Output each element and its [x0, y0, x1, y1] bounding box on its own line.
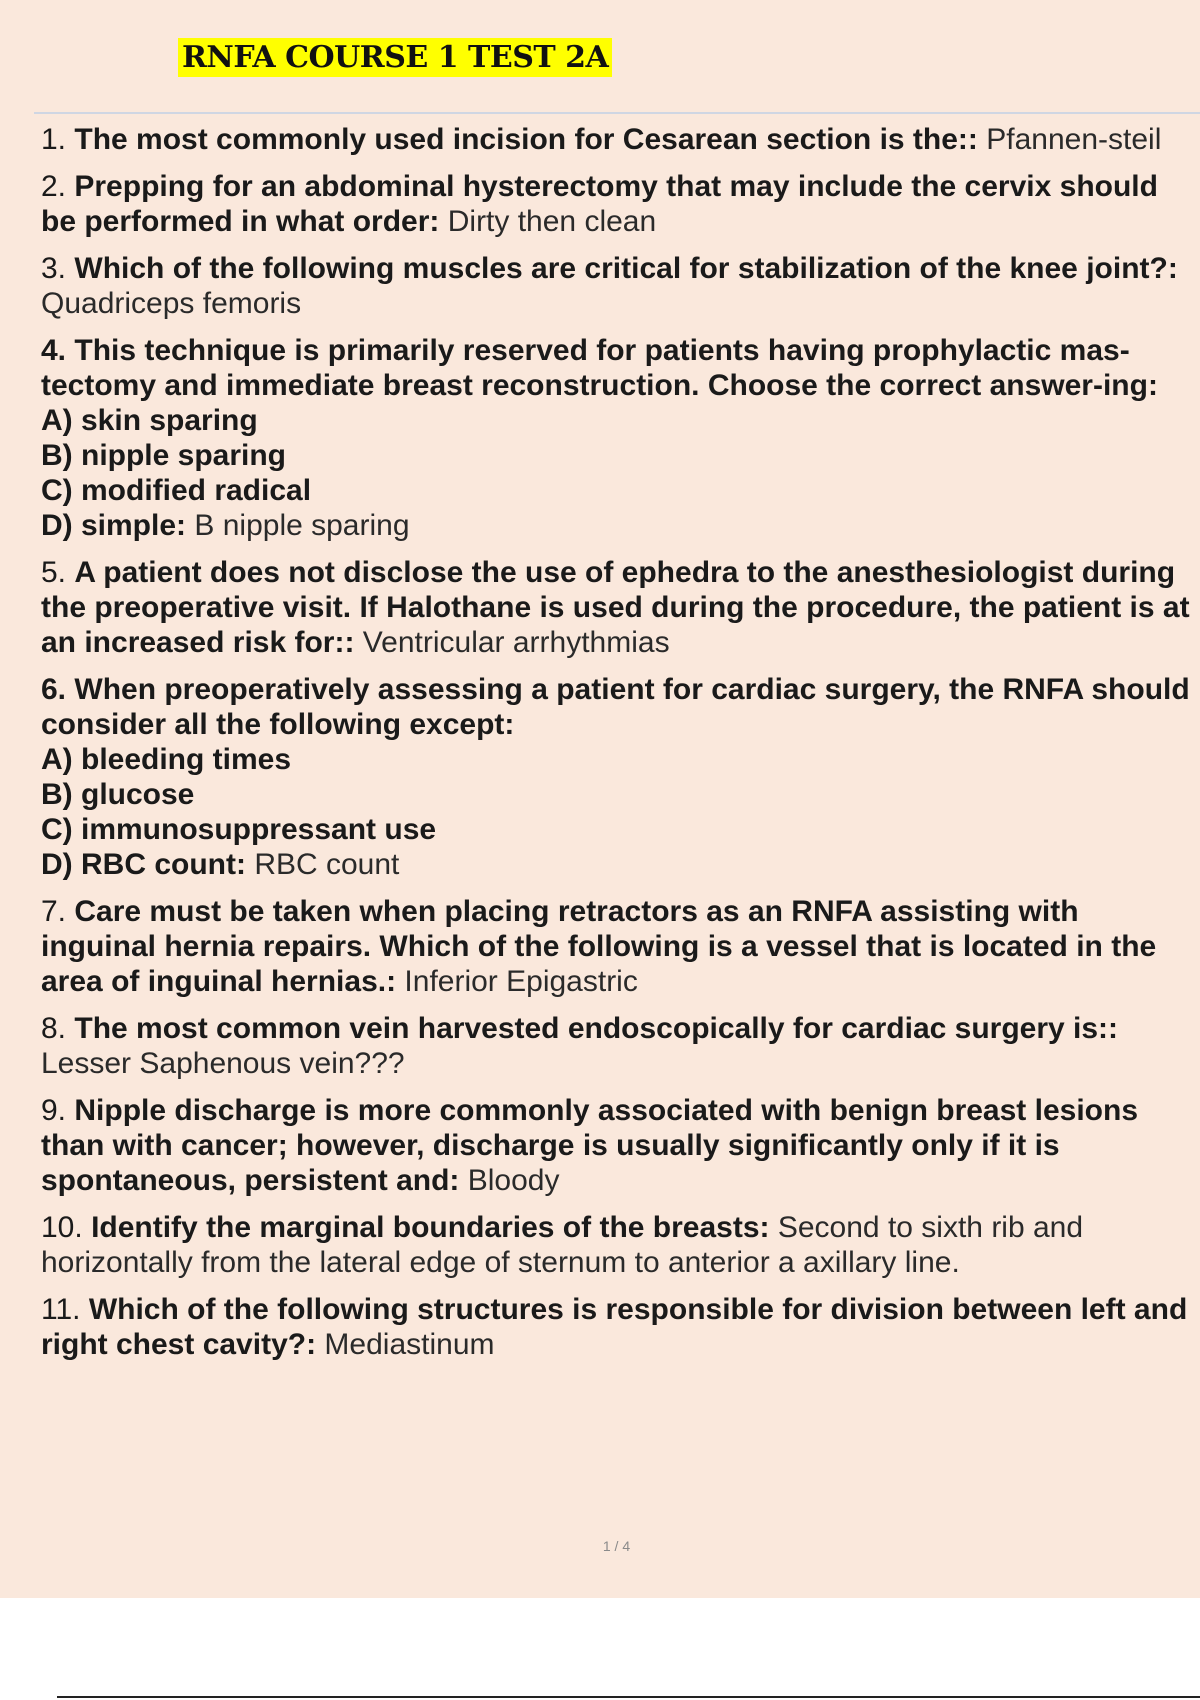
- option-c: C) immunosuppressant use: [41, 813, 437, 846]
- question-text: A patient does not disclose the use of ephedra to the anesthesiologist during the preoperative visit. If Halothane is used during the procedure, the patient is at an increased risk for::: [41, 556, 1190, 659]
- question-5: [41, 555, 1193, 660]
- option-c: C) modified radical: [41, 474, 312, 507]
- page-indicator: 1 / 4: [602, 1538, 631, 1554]
- question-number: 2.: [41, 170, 67, 203]
- question-7: [41, 894, 1193, 999]
- question-9: [41, 1093, 1193, 1198]
- question-number: 11.: [41, 1293, 81, 1326]
- question-text: The most common vein harvested endoscopically for cardiac surgery is::: [74, 1012, 1119, 1045]
- option-b: B) glucose: [41, 778, 195, 811]
- question-text: Care must be taken when placing retractors as an RNFA assisting with inguinal hernia repairs. Which of the following is a vessel that is located in the area of inguinal hernias.:: [41, 895, 1157, 998]
- question-number: 6.: [41, 673, 67, 706]
- question-number: 10.: [41, 1211, 83, 1244]
- question-10: [41, 1210, 1193, 1280]
- option-b: B) nipple sparing: [41, 439, 287, 472]
- question-answer: B nipple sparing: [194, 509, 410, 542]
- question-text: Nipple discharge is more commonly associated with benign breast lesions than with cancer; however, discharge is usually significantly only if it is spontaneous, persistent and:: [41, 1094, 1138, 1197]
- question-number: 4.: [41, 334, 67, 367]
- question-answer: Inferior Epigastric: [404, 965, 638, 998]
- title-wrap: [178, 38, 612, 77]
- option-d: D) simple:: [41, 509, 187, 542]
- option-d: D) RBC count:: [41, 848, 246, 881]
- question-answer: Quadriceps femoris: [41, 287, 302, 320]
- question-number: 1.: [41, 123, 67, 156]
- header-divider: [34, 112, 1200, 114]
- question-answer: Ventricular arrhythmias: [362, 626, 670, 659]
- question-text: This technique is primarily reserved for patients having prophylactic mas-tectomy and immediate breast reconstruction. Choose the correct answer-ing:: [41, 334, 1158, 402]
- question-3: [41, 251, 1193, 321]
- question-1: [41, 122, 1193, 157]
- document-title: RNFA COURSE 1 TEST 2A: [178, 38, 612, 77]
- question-number: 7.: [41, 895, 67, 928]
- question-number: 5.: [41, 556, 67, 589]
- question-answer: Lesser Saphenous vein???: [41, 1047, 405, 1080]
- next-page-edge: [57, 1696, 1200, 1698]
- last-option-line: [41, 509, 410, 542]
- question-text: The most commonly used incision for Cesarean section is the::: [74, 123, 978, 156]
- question-11: [41, 1292, 1193, 1362]
- question-text: Prepping for an abdominal hysterectomy that may include the cervix should be performed in what order:: [41, 170, 1158, 238]
- question-4: [41, 333, 1193, 543]
- question-8: [41, 1011, 1193, 1081]
- question-answer: Pfannen-steil: [986, 123, 1162, 156]
- question-2: [41, 169, 1193, 239]
- question-number: 3.: [41, 252, 67, 285]
- question-answer: Mediastinum: [324, 1328, 495, 1361]
- question-answer: Dirty then clean: [447, 205, 657, 238]
- question-number: 8.: [41, 1012, 67, 1045]
- question-number: 9.: [41, 1094, 67, 1127]
- question-text: Identify the marginal boundaries of the breasts:: [91, 1211, 770, 1244]
- question-6: [41, 672, 1193, 882]
- question-list: [41, 122, 1193, 1374]
- question-text: Which of the following structures is responsible for division between left and right chest cavity?:: [41, 1293, 1188, 1361]
- question-text: Which of the following muscles are critical for stabilization of the knee joint?:: [74, 252, 1178, 285]
- question-answer: RBC count: [254, 848, 400, 881]
- option-a: A) bleeding times: [41, 743, 292, 776]
- question-answer: Second to sixth rib and horizontally from the lateral edge of sternum to anterior a axillary line.: [41, 1211, 1084, 1279]
- question-text: When preoperatively assessing a patient for cardiac surgery, the RNFA should consider all the following except:: [41, 673, 1190, 741]
- option-a: A) skin sparing: [41, 404, 258, 437]
- question-answer: Bloody: [467, 1164, 560, 1197]
- last-option-line: [41, 848, 399, 881]
